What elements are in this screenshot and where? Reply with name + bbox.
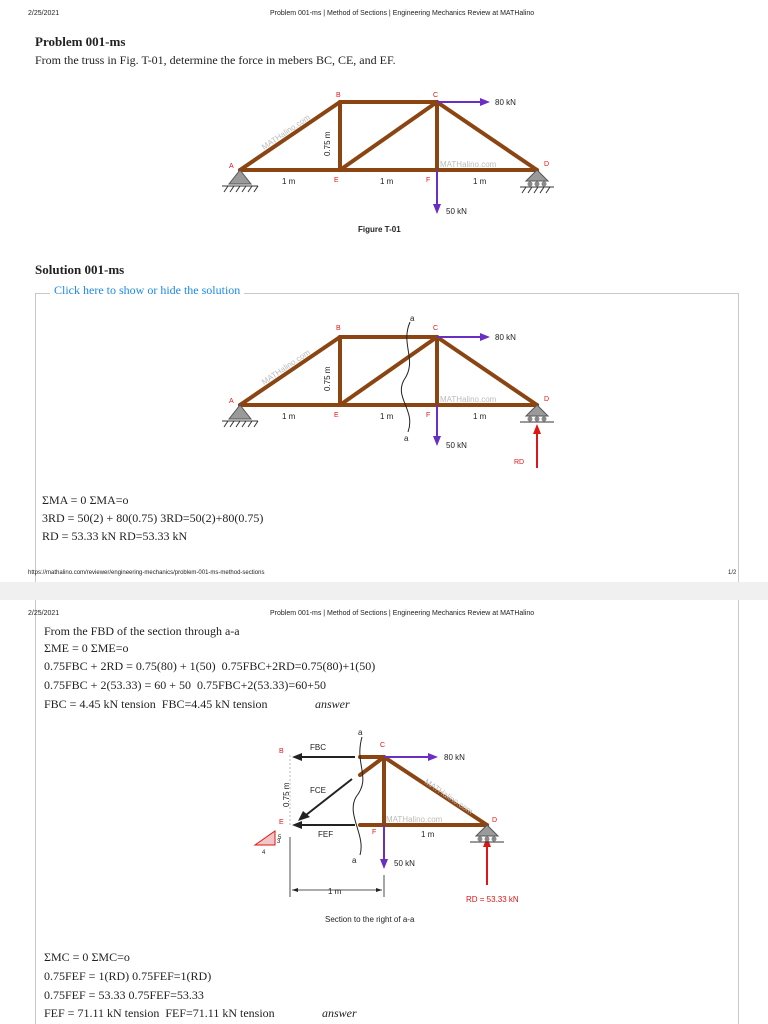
dimension-label: 1 m (328, 887, 342, 896)
eq-fef-subst: 0.75FEF = 53.33 0.75FEF=53.33 (44, 988, 204, 1002)
answer-label-fbc: answer (315, 697, 350, 711)
span-ef-label: 1 m (380, 177, 394, 186)
roller-support-d (520, 170, 554, 193)
pin-support-a (222, 170, 258, 192)
svg-text:0.75 m: 0.75 m (323, 366, 332, 391)
force-fce-label: FCE (310, 786, 326, 795)
svg-text:MATHalino.com: MATHalino.com (422, 777, 475, 817)
svg-text:E: E (334, 412, 339, 419)
section-fbd-figure (0, 725, 768, 925)
slope-rise-label: 3 (277, 839, 281, 845)
problem-statement: From the truss in Fig. T-01, determine the force in mebers BC, CE, and EF. (35, 53, 396, 67)
svg-text:MATHalino.com: MATHalino.com (386, 815, 443, 824)
section-mark-bottom: a (404, 434, 409, 443)
svg-text:a: a (358, 728, 363, 737)
svg-text:C: C (433, 325, 439, 332)
svg-text:A: A (229, 398, 234, 405)
svg-text:1 m: 1 m (282, 412, 296, 421)
eq-fbc-result: FBC = 4.45 kN tension FBC=4.45 kN tension (44, 697, 268, 711)
node-e-label: E (334, 177, 339, 184)
span-fd-label: 1 m (473, 177, 487, 186)
slope-triangle (255, 831, 275, 845)
eq-sum-me: ΣME = 0 ΣME=o (44, 641, 129, 655)
svg-text:50 kN: 50 kN (446, 441, 467, 450)
svg-text:50 kN: 50 kN (394, 859, 415, 868)
node-f-label: F (426, 177, 431, 184)
eq-sum-mc: ΣMC = 0 ΣMC=o (44, 950, 130, 964)
svg-text:B: B (336, 325, 341, 332)
node-c-label: C (433, 92, 439, 99)
fbd-intro: From the FBD of the section through a-a (44, 624, 240, 638)
slope-hyp-label: 5 (278, 835, 282, 841)
eq-fbc-subst: 0.75FBC + 2(53.33) = 60 + 50 0.75FBC+2(53.33)=60+50 (44, 678, 326, 692)
svg-text:E: E (279, 819, 284, 826)
section-mark-top: a (410, 314, 415, 323)
eq-fbc-setup: 0.75FBC + 2RD = 0.75(80) + 1(50) 0.75FBC+2RD=0.75(80)+1(50) (44, 659, 376, 673)
node-b-label: B (336, 92, 341, 99)
problem-heading: Problem 001-ms (35, 34, 126, 49)
pdf-page-2 (0, 600, 768, 1024)
answer-label-fef: answer (322, 1006, 357, 1020)
svg-text:F: F (426, 412, 431, 419)
svg-text:1 m: 1 m (380, 412, 394, 421)
watermark: MATHalino.com (440, 160, 497, 169)
reaction-label: RD (514, 459, 525, 466)
toggle-solution-link[interactable]: Click here to show or hide the solution (50, 283, 244, 298)
span-ae-label: 1 m (282, 177, 296, 186)
svg-text:B: B (279, 748, 284, 755)
member-ce (340, 102, 437, 170)
watermark: MATHalino.com (260, 112, 312, 152)
reaction-value-label: RD = 53.33 kN (466, 895, 519, 904)
eq-sum-ma: ΣMA = 0 ΣMA=o (42, 493, 129, 507)
truss-figure (0, 80, 768, 240)
svg-text:a: a (352, 856, 357, 865)
node-a-label: A (229, 163, 234, 170)
svg-text:MATHalino.com: MATHalino.com (260, 347, 312, 387)
eq-fef-setup: 0.75FEF = 1(RD) 0.75FEF=1(RD) (44, 969, 212, 983)
load-50kn-label: 50 kN (446, 207, 467, 216)
eq-rd-result: RD = 53.33 kN RD=53.33 kN (42, 529, 188, 543)
slope-run-label: 4 (262, 850, 266, 856)
section-caption: Section to the right of a-a (325, 915, 415, 924)
svg-text:80 kN: 80 kN (444, 753, 465, 762)
header-title: Problem 001-ms | Method of Sections | Engineering Mechanics Review at MATHalino (270, 10, 535, 17)
force-fce-arrow (306, 779, 352, 815)
svg-text:80 kN: 80 kN (495, 333, 516, 342)
node-d-label: D (544, 161, 550, 168)
eq-fef-result: FEF = 71.11 kN tension FEF=71.11 kN tension (44, 1006, 275, 1020)
eq-rd-setup: 3RD = 50(2) + 80(0.75) 3RD=50(2)+80(0.75) (42, 511, 264, 525)
svg-text:D: D (544, 396, 550, 403)
svg-text:MATHalino.com: MATHalino.com (440, 395, 497, 404)
header-date: 2/25/2021 (28, 610, 60, 617)
force-fbc-label: FBC (310, 743, 326, 752)
footer-url[interactable]: https://mathalino.com/reviewer/engineering-mechanics/problem-001-ms-method-sections (28, 570, 265, 576)
svg-text:D: D (492, 817, 498, 824)
figure-caption: Figure T-01 (358, 225, 401, 234)
force-fef-label: FEF (318, 830, 334, 839)
load-80kn-label: 80 kN (495, 98, 516, 107)
header-title: Problem 001-ms | Method of Sections | Engineering Mechanics Review at MATHalino (270, 610, 535, 617)
svg-text:1 m: 1 m (473, 412, 487, 421)
svg-text:1 m: 1 m (421, 830, 435, 839)
svg-text:0.75 m: 0.75 m (282, 782, 291, 807)
header-date: 2/25/2021 (28, 10, 60, 17)
fbd-figure (0, 310, 768, 470)
svg-text:F: F (372, 829, 377, 836)
height-label: 0.75 m (323, 131, 332, 156)
solution-heading: Solution 001-ms (35, 262, 125, 277)
footer-page: 1/2 (728, 570, 737, 576)
svg-text:C: C (380, 742, 386, 749)
